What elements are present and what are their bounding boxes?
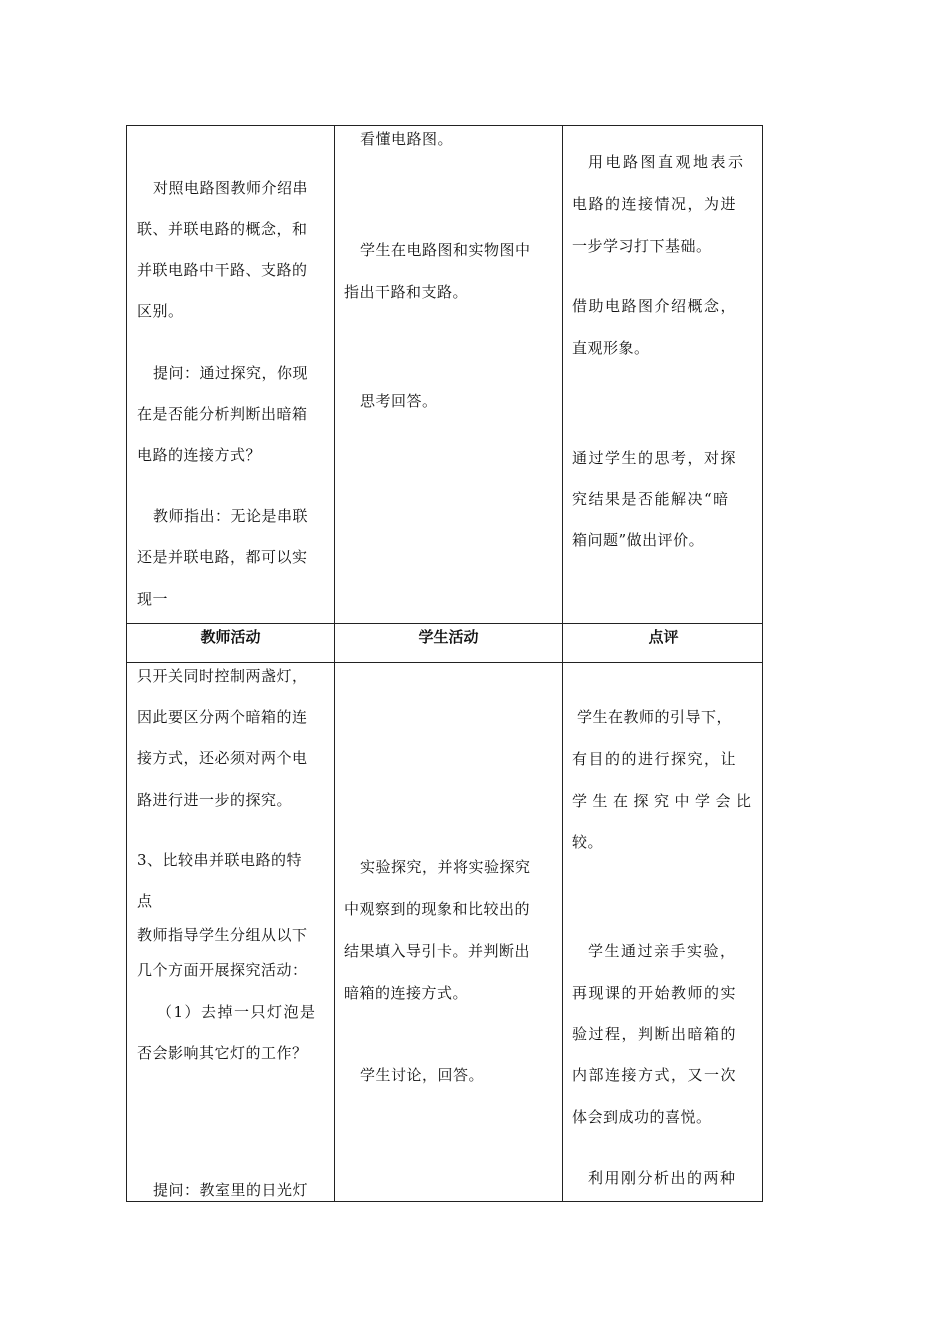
text-line: 3、比较串并联电路的特: [137, 851, 303, 869]
text-line: （1）去掉一只灯泡是: [157, 1003, 317, 1021]
text-line: 内部连接方式，又一次: [572, 1066, 738, 1084]
text-line: 直观形象。: [572, 339, 650, 357]
text-line: 路进行进一步的探究。: [137, 791, 293, 809]
header-comment: 点评: [648, 628, 679, 646]
text-line: 点: [137, 892, 153, 910]
text-line: 思考回答。: [360, 392, 438, 410]
text-line: 几个方面开展探究活动：: [137, 961, 308, 979]
text-line: 电路的连接情况，为进: [572, 195, 738, 213]
text-line: 提问：通过探究，你现: [153, 364, 309, 382]
text-line: 联、并联电路的概念，和: [137, 220, 308, 238]
text-line: 究结果是否能解决“暗: [572, 490, 730, 508]
text-line: 并联电路中干路、支路的: [137, 261, 308, 279]
text-line: 中观察到的现象和比较出的: [344, 900, 531, 918]
text-line: 较。: [572, 833, 604, 851]
column-divider: [562, 126, 563, 1201]
text-line: 接方式，还必须对两个电: [137, 749, 308, 767]
text-line: 电路的连接方式？: [137, 446, 262, 464]
text-line: 学生在探究中学会比: [572, 792, 757, 810]
text-line: 暗箱的连接方式。: [344, 984, 469, 1002]
text-line: 有目的的进行探究，让: [572, 750, 738, 768]
column-divider: [334, 126, 335, 1201]
text-line: 体会到成功的喜悦。: [572, 1108, 712, 1126]
text-line: 再现课的开始教师的实: [572, 984, 738, 1002]
text-line: 看懂电路图。: [360, 130, 454, 148]
text-line: 结果填入导引卡。并判断出: [344, 942, 531, 960]
lesson-table: [126, 125, 763, 1202]
text-line: 箱问题”做出评价。: [572, 531, 705, 549]
text-line: 教师指出：无论是串联: [153, 507, 309, 525]
text-line: 验过程，判断出暗箱的: [572, 1025, 738, 1043]
text-line: 对照电路图教师介绍串: [153, 179, 309, 197]
text-line: 借助电路图介绍概念，: [572, 297, 738, 315]
row-divider: [127, 662, 762, 663]
text-line: 利用刚分析出的两种: [588, 1169, 737, 1187]
header-student-activity: 学生活动: [418, 628, 479, 646]
text-line: 实验探究，并将实验探究: [360, 858, 531, 876]
text-line: 学生在电路图和实物图中: [360, 241, 531, 259]
text-line: 指出干路和支路。: [344, 283, 469, 301]
text-line: 在是否能分析判断出暗箱: [137, 405, 308, 423]
row-divider: [127, 623, 762, 624]
text-line: 通过学生的思考，对探: [572, 449, 738, 467]
text-line: 现一: [137, 590, 169, 608]
text-line: 只开关同时控制两盏灯，: [137, 667, 308, 685]
text-line: 学生通过亲手实验，: [588, 942, 737, 960]
text-line: 学生讨论，回答。: [360, 1066, 485, 1084]
text-line: 提问：教室里的日光灯: [153, 1181, 309, 1199]
text-line: 否会影响其它灯的工作？: [137, 1044, 308, 1062]
text-line: 因此要区分两个暗箱的连: [137, 708, 308, 726]
header-teacher-activity: 教师活动: [200, 628, 261, 646]
text-line: 还是并联电路，都可以实: [137, 548, 308, 566]
text-line: 学生在教师的引导下，: [577, 708, 733, 726]
text-line: 一步学习打下基础。: [572, 237, 712, 255]
text-line: 教师指导学生分组从以下: [137, 926, 308, 944]
text-line: 用电路图直观地表示: [588, 153, 746, 171]
text-line: 区别。: [137, 302, 184, 320]
